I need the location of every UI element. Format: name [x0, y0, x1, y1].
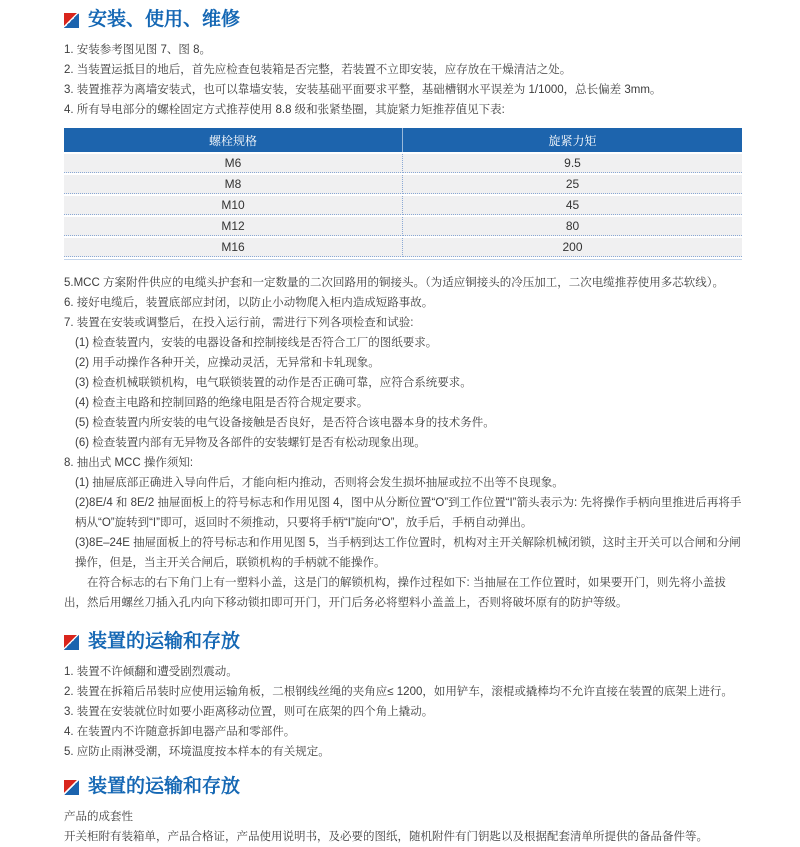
list-item: 4. 所有导电部分的螺栓固定方式推荐使用 8.8 级和张紧垫圈，其旋紧力矩推荐值见下表: [64, 104, 505, 116]
list-item: 6. 接好电缆后，装置底部应封闭，以防止小动物爬入柜内造成短路事故。 [64, 297, 434, 309]
sublist-item: (2) 用手动操作各种开关，应操动灵活，无异常和卡轧现象。 [75, 357, 380, 369]
section2-title: 装置的运输和存放 [88, 631, 241, 652]
section1-title: 安装、使用、维修 [88, 9, 241, 30]
list-item: 2. 装置在拆箱后吊装时应使用运输角板，二根钢线丝绳的夹角应≤ 1200，如用铲车，滚棍或撬棒均不允许直接在装置的底架上进行。 [64, 686, 733, 698]
sublist-item: (3)8E–24E 抽屉面板上的符号标志和作用见图 5，当手柄到达工作位置时，机构对主开关解除机械闭锁，这时主开关可以合闸和分闸操作，但是，当主开关合闸后，联锁机构的手柄就不能操作。 [75, 537, 741, 569]
table-row [64, 196, 742, 215]
list-item: 2. 当装置运抵目的地后，首先应检查包装箱是否完整，若装置不立即安装，应存放在干燥清洁之处。 [64, 64, 572, 76]
list-item: 5. 应防止雨淋受潮，环境温度按本样本的有关规定。 [64, 746, 330, 758]
table-row [64, 154, 742, 173]
sublist-item: (2)8E/4 和 8E/2 抽屉面板上的符号标志和作用见图 4，图中从分断位置“O”到工作位置“I”箭头表示为: 先将操作手柄向里推进后再将手柄从“O”旋转到“I”即可，返回时不须推动，只要将手柄“I”旋向“O”，放手后，手柄自动弹出。 [75, 497, 742, 529]
table-cell: 200 [403, 238, 742, 257]
sublist-item: (5) 检查装置内所安装的电气设备接触是否良好，是否符合该电器本身的技术务件。 [75, 417, 495, 429]
list-item: 1. 安装参考图见图 7、图 8。 [64, 44, 211, 56]
unlock-procedure-paragraph: 在符合标志的右下角门上有一塑料小盖，这是门的解锁机构，操作过程如下: 当抽屉在工作位置时，如果要开门，则先将小盖拔出，然后用螺丝刀插入孔内向下移动锁扣即可开门，开门后务必将塑料小盖盖上，否则将破坏原有的防护等级。 [64, 577, 726, 609]
list-item: 1. 装置不许倾翻和遭受剧烈震动。 [64, 666, 238, 678]
table-cell: 80 [403, 217, 742, 236]
table-cell: 9.5 [403, 154, 742, 173]
list-item: 3. 装置在安装就位时如要小距离移动位置，则可在底架的四个角上撬动。 [64, 706, 434, 718]
table-cell: M6 [64, 154, 403, 173]
sublist-item: (1) 抽屉底部正确进入导向件后，才能向柜内推动，否则将会发生损坏抽屉或拉不出等不良现象。 [75, 477, 564, 489]
section-flag-icon [64, 780, 79, 795]
table-cell: M8 [64, 175, 403, 194]
list-item: 8. 抽出式 MCC 操作须知: [64, 457, 194, 469]
section2-title-row [64, 631, 742, 653]
list-item: 5.MCC 方案附件供应的电缆头护套和一定数量的二次回路用的铜接头。（为适应铜接头的冷压加工，二次电缆推荐使用多芯软线）。 [64, 277, 724, 289]
sublist-item: (1) 检查装置内，安装的电器设备和控制接线是否符合工厂的图纸要求。 [75, 337, 438, 349]
completeness-paragraph: 开关柜附有装箱单，产品合格证，产品使用说明书，及必要的图纸，随机附件有门钥匙以及根据配套清单所提供的备品备件等。 [64, 831, 708, 843]
section-flag-icon [64, 13, 79, 28]
list-item: 3. 装置推荐为离墙安装式，也可以靠墙安装，安装基础平面要求平整，基础槽钢水平误差为 1/1000，总长偏差 3mm。 [64, 84, 662, 96]
table-row [64, 238, 742, 257]
section-spacer [64, 762, 742, 776]
sublist-item: (4) 检查主电路和控制回路的绝缘电阻是否符合规定要求。 [75, 397, 369, 409]
table-row [64, 175, 742, 194]
sublist-item: (3) 检查机械联锁机构，电气联锁装置的动作是否正确可靠，应符合系统要求。 [75, 377, 472, 389]
table-cell: 25 [403, 175, 742, 194]
list-item: 7. 装置在安装或调整后，在投入运行前，需进行下列各项检查和试验: [64, 317, 414, 329]
sublist-item: (6) 检查装置内部有无异物及各部件的安装螺钉是否有松动现象出现。 [75, 437, 426, 449]
table-cell: M16 [64, 238, 403, 257]
section3-title: 装置的运输和存放 [88, 776, 241, 797]
table-cell: M12 [64, 217, 403, 236]
table-cell: 45 [403, 196, 742, 215]
table-header-bolt-spec: 螺栓规格 [64, 128, 403, 152]
section1-title-row [64, 9, 742, 31]
table-header-row [64, 128, 742, 152]
section-spacer [64, 613, 742, 631]
table-header-torque: 旋紧力矩 [403, 128, 742, 152]
section-flag-icon [64, 635, 79, 650]
section3-title-row [64, 776, 742, 798]
list-item: 4. 在装置内不许随意拆卸电器产品和零部件。 [64, 726, 296, 738]
torque-table-wrap [64, 126, 742, 260]
completeness-subtitle: 产品的成套性 [64, 811, 133, 823]
table-row [64, 217, 742, 236]
table-cell: M10 [64, 196, 403, 215]
torque-table [64, 126, 742, 259]
